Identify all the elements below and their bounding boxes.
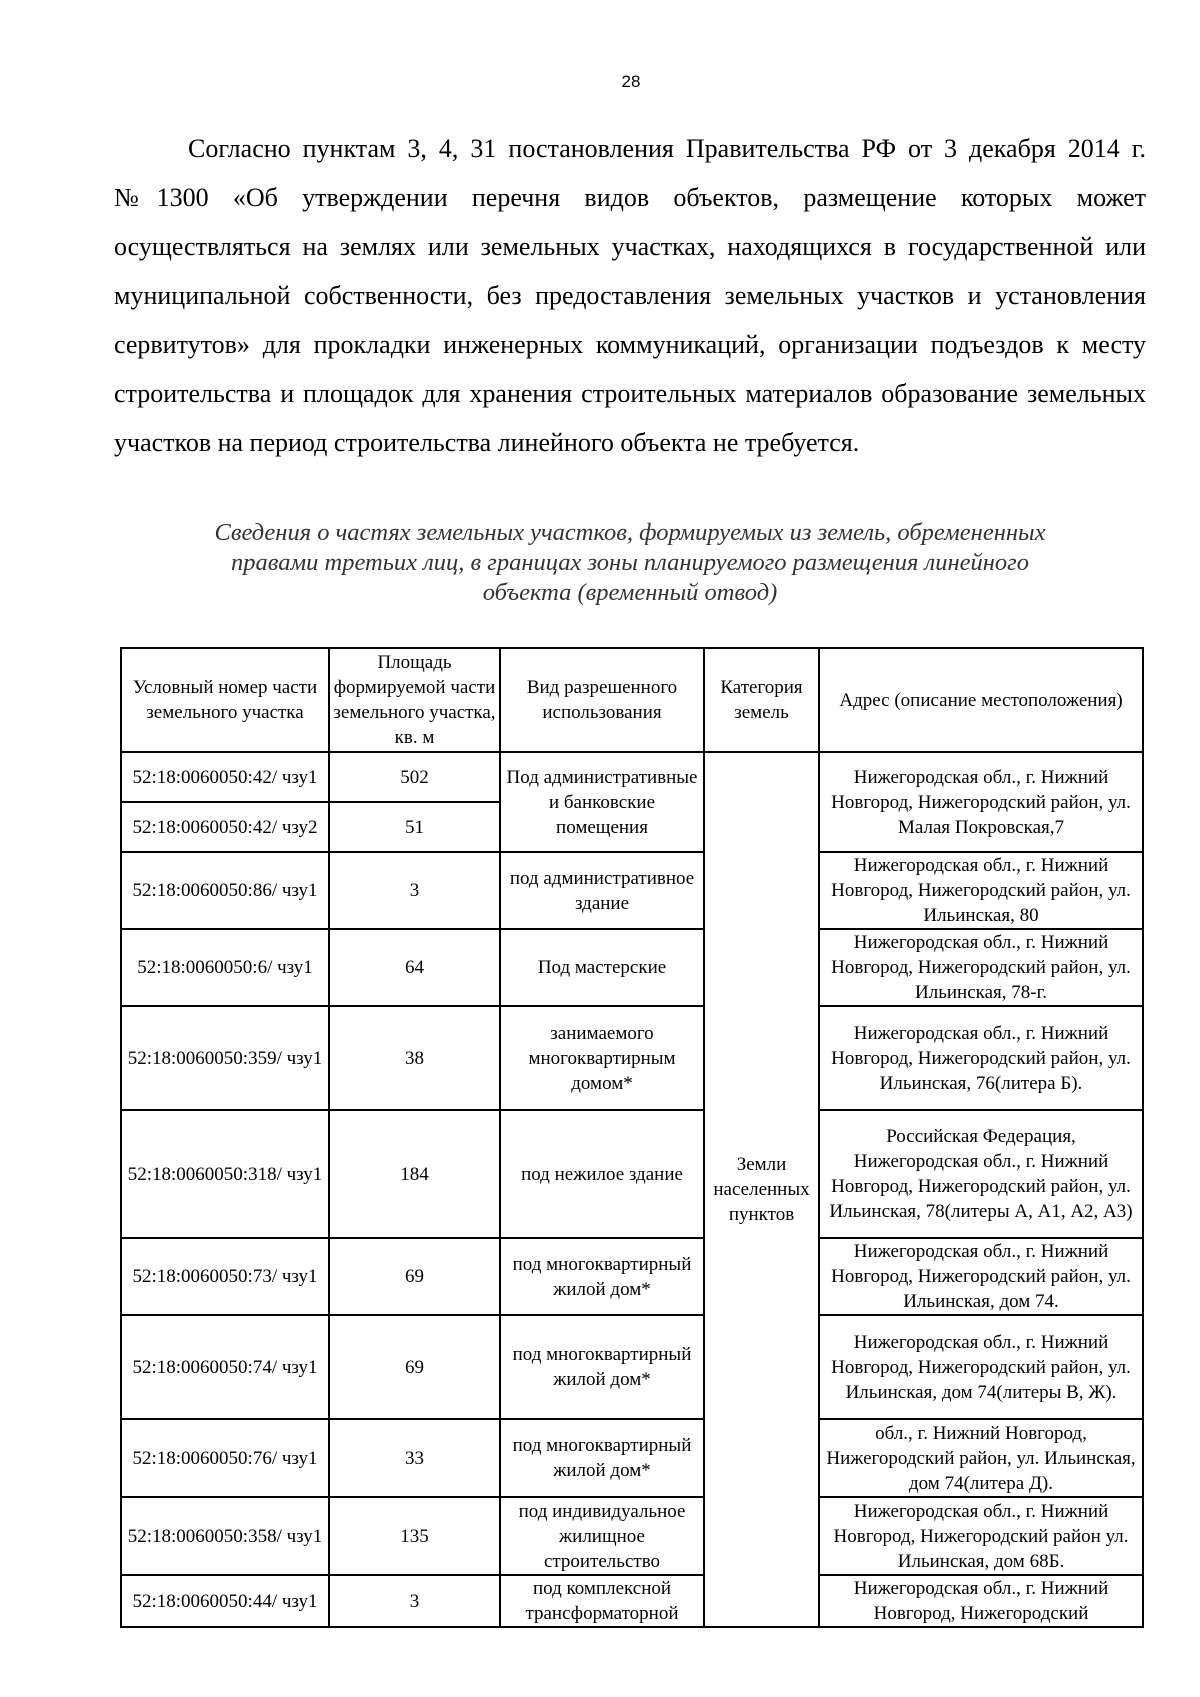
cell-area: 3 — [329, 852, 500, 929]
caption-line: Сведения о частях земельных участков, формируемых из земель, обремененных — [214, 519, 1046, 546]
table-row — [121, 1575, 1143, 1627]
caption-line: объекта (временный отвод) — [482, 579, 778, 606]
cell-number: 52:18:0060050:73/ чзу1 — [121, 1238, 329, 1315]
cell-use: под комплексной трансформаторной — [500, 1575, 704, 1627]
table-row — [121, 852, 1143, 929]
caption-line: правами третьих лиц, в границах зоны планируемого размещения линейного — [231, 549, 1029, 576]
cell-number: 52:18:0060050:76/ чзу1 — [121, 1419, 329, 1497]
header-use: Вид разрешенного использования — [500, 648, 704, 752]
table-row — [121, 1497, 1143, 1575]
table-row — [121, 752, 1143, 802]
cell-use: под индивидуальное жилищное строительство — [500, 1497, 704, 1575]
cell-address: Нижегородская обл., г. Нижний Новгород, Нижегородский — [819, 1575, 1143, 1627]
cell-area: 69 — [329, 1238, 500, 1315]
table-row — [121, 1315, 1143, 1419]
cell-use: Под административные и банковские помещения — [500, 752, 704, 852]
cell-area: 51 — [329, 802, 500, 852]
table-header-row — [121, 648, 1143, 752]
cell-area: 33 — [329, 1419, 500, 1497]
cell-number: 52:18:0060050:44/ чзу1 — [121, 1575, 329, 1627]
cell-address: Нижегородская обл., г. Нижний Новгород, Нижегородский район, ул. Малая Покровская,7 — [819, 752, 1143, 852]
cell-area: 38 — [329, 1006, 500, 1110]
cell-number: 52:18:0060050:358/ чзу1 — [121, 1497, 329, 1575]
header-address: Адрес (описание местоположения) — [819, 648, 1143, 752]
cell-area: 69 — [329, 1315, 500, 1419]
cell-address: Нижегородская обл., г. Нижний Новгород, Нижегородский район, ул. Ильинская, дом 74(литеры В, Ж). — [819, 1315, 1143, 1419]
cell-number: 52:18:0060050:86/ чзу1 — [121, 852, 329, 929]
page-number: 28 — [621, 72, 641, 91]
table-row — [121, 1110, 1143, 1238]
cell-address: Нижегородская обл., г. Нижний Новгород, Нижегородский район, ул. Ильинская, 80 — [819, 852, 1143, 929]
cell-area: 502 — [329, 752, 500, 802]
cell-area: 64 — [329, 929, 500, 1006]
cell-area: 3 — [329, 1575, 500, 1627]
cell-address: Нижегородская обл., г. Нижний Новгород, Нижегородский район, ул. Ильинская, 78-г. — [819, 929, 1143, 1006]
cell-use: Под мастерские — [500, 929, 704, 1006]
header-number: Условный номер части земельного участка — [121, 648, 329, 752]
cell-number: 52:18:0060050:359/ чзу1 — [121, 1006, 329, 1110]
cell-address: Российская Федерация, Нижегородская обл., г. Нижний Новгород, Нижегородский район, ул. Ильинская, 78(литеры А, А1, А2, А3) — [819, 1110, 1143, 1238]
cell-address: обл., г. Нижний Новгород, Нижегородский район, ул. Ильинская, дом 74(литера Д). — [819, 1419, 1143, 1497]
cell-use: под административное здание — [500, 852, 704, 929]
cell-number: 52:18:0060050:42/ чзу2 — [121, 802, 329, 852]
cell-area: 135 — [329, 1497, 500, 1575]
table-row — [121, 929, 1143, 1006]
cell-address: Нижегородская обл., г. Нижний Новгород, Нижегородский район, ул. Ильинская, 76(литера Б). — [819, 1006, 1143, 1110]
header-area: Площадь формируемой части земельного участка, кв. м — [329, 648, 500, 752]
table-row — [121, 1419, 1143, 1497]
parcels-table — [120, 647, 1144, 1628]
cell-address: Нижегородская обл., г. Нижний Новгород, Нижегородский район, ул. Ильинская, дом 74. — [819, 1238, 1143, 1315]
cell-number: 52:18:0060050:318/ чзу1 — [121, 1110, 329, 1238]
table-row — [121, 1238, 1143, 1315]
cell-number: 52:18:0060050:74/ чзу1 — [121, 1315, 329, 1419]
cell-area: 184 — [329, 1110, 500, 1238]
cell-use: под многоквартирный жилой дом* — [500, 1419, 704, 1497]
cell-use: под многоквартирный жилой дом* — [500, 1315, 704, 1419]
table-row — [121, 1006, 1143, 1110]
cell-use: занимаемого многоквартирным домом* — [500, 1006, 704, 1110]
cell-address: Нижегородская обл., г. Нижний Новгород, Нижегородский район ул. Ильинская, дом 68Б. — [819, 1497, 1143, 1575]
cell-number: 52:18:0060050:6/ чзу1 — [121, 929, 329, 1006]
header-category: Категория земель — [704, 648, 819, 752]
cell-use: под многоквартирный жилой дом* — [500, 1238, 704, 1315]
table-caption — [114, 518, 1146, 608]
cell-category: Земли населенных пунктов — [704, 752, 819, 1627]
intro-paragraph: Согласно пунктам 3, 4, 31 постановления Правительства РФ от 3 декабря 2014 г. №1300 «Об утверждении перечня видов объектов, размещение которых может осуществляться на землях или земельных участках, находящихся в государственной или муниципальной собственности, без предоставления земельных участков и установления сервитутов» для прокладки инженерных коммуникаций, организации подъездов к месту строительства и площадок для хранения строительных материалов образование земельных участков на период строительства линейного объекта не требуется. — [114, 134, 1146, 457]
cell-use: под нежилое здание — [500, 1110, 704, 1238]
cell-number: 52:18:0060050:42/ чзу1 — [121, 752, 329, 802]
